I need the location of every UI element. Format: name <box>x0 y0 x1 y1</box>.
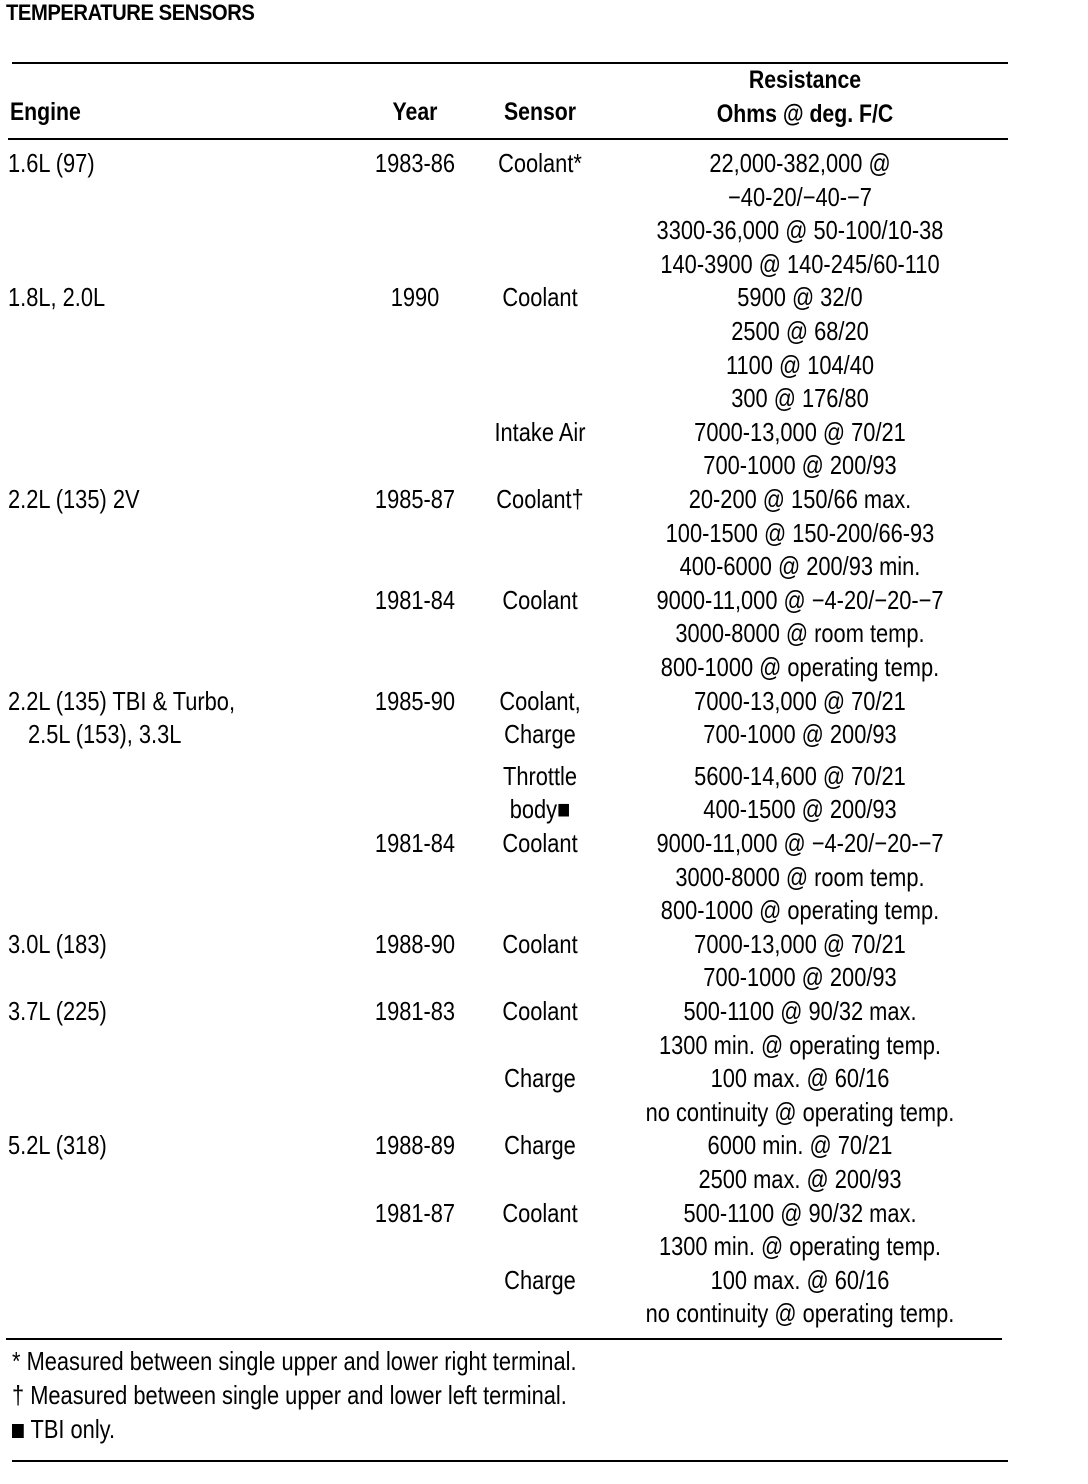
sensor-cell: Throttle <box>502 760 578 791</box>
engine-cell: 2.5L (153), 3.3L <box>28 719 182 750</box>
year-cell: 1990 <box>390 282 440 313</box>
resistance-cell: 100 max. @ 60/16 <box>710 1063 890 1094</box>
header-year: Year <box>392 98 438 126</box>
resistance-cell: 20-200 @ 150/66 max. <box>688 484 912 514</box>
year-cell: 1981-87 <box>374 1197 456 1228</box>
year-cell: 1983-86 <box>374 148 456 178</box>
sensor-cell: Coolant† <box>496 484 584 514</box>
resistance-cell: 800-1000 @ operating temp. <box>660 895 940 926</box>
resistance-cell: 3000-8000 @ room temp. <box>675 861 925 892</box>
sensor-cell: Coolant <box>502 282 578 313</box>
year-cell: 1988-89 <box>374 1130 456 1161</box>
resistance-cell: 300 @ 176/80 <box>731 383 869 414</box>
engine-cell: 1.6L (97) <box>8 148 95 178</box>
resistance-cell: 5600-14,600 @ 70/21 <box>694 760 906 791</box>
engine-cell: 1.8L, 2.0L <box>8 282 106 313</box>
footnote-star: * Measured between single upper and lower right terminal. <box>12 1346 577 1376</box>
header-resistance-2: Ohms @ deg. F/C <box>716 100 894 128</box>
resistance-cell: 9000-11,000 @ −4-20/−20-−7 <box>656 584 944 615</box>
sensor-cell: Intake Air <box>494 416 586 447</box>
engine-cell: 3.7L (225) <box>8 996 107 1026</box>
sensor-cell: Coolant* <box>498 148 582 178</box>
bottom-rule <box>12 1460 1008 1462</box>
resistance-cell: 140-3900 @ 140-245/60-110 <box>660 248 940 279</box>
engine-cell: 5.2L (318) <box>8 1130 107 1161</box>
resistance-cell: 500-1100 @ 90/32 max. <box>683 996 917 1026</box>
resistance-cell: 100-1500 @ 150-200/66-93 <box>665 517 935 548</box>
resistance-cell: 700-1000 @ 200/93 <box>703 719 897 750</box>
resistance-cell: 1100 @ 104/40 <box>725 349 875 380</box>
year-cell: 1981-83 <box>374 996 456 1026</box>
header-resistance-1: Resistance <box>748 66 862 94</box>
resistance-cell: 2500 max. @ 200/93 <box>698 1164 902 1194</box>
sensor-cell: Coolant, <box>499 685 581 716</box>
resistance-cell: 400-6000 @ 200/93 min. <box>679 551 921 582</box>
resistance-cell: 5900 @ 32/0 <box>737 282 863 313</box>
resistance-cell: 400-1500 @ 200/93 <box>703 794 897 825</box>
year-cell: 1985-87 <box>374 484 456 514</box>
sensor-cell: Charge <box>504 1264 576 1295</box>
resistance-cell: 3000-8000 @ room temp. <box>675 618 925 649</box>
resistance-cell: 2500 @ 68/20 <box>731 316 869 346</box>
resistance-cell: 6000 min. @ 70/21 <box>707 1130 893 1161</box>
resistance-cell: 7000-13,000 @ 70/21 <box>694 416 906 447</box>
year-cell: 1985-90 <box>374 685 456 716</box>
sensor-cell: Coolant <box>502 1197 578 1228</box>
resistance-cell: 700-1000 @ 200/93 <box>703 962 897 993</box>
footnote-square-text: TBI only. <box>30 1414 116 1444</box>
sensor-cell: Coolant <box>502 996 578 1026</box>
page-title: TEMPERATURE SENSORS <box>6 0 255 25</box>
square-bullet-icon <box>12 1424 24 1438</box>
header-engine: Engine <box>10 98 81 126</box>
resistance-cell: 500-1100 @ 90/32 max. <box>683 1197 917 1228</box>
year-cell: 1988-90 <box>374 928 456 959</box>
engine-cell: 2.2L (135) 2V <box>8 484 140 514</box>
footnote-square <box>12 1414 115 1445</box>
resistance-cell: 7000-13,000 @ 70/21 <box>694 685 906 716</box>
sensor-cell: Coolant <box>502 828 578 858</box>
resistance-cell: no continuity @ operating temp. <box>645 1298 955 1329</box>
sensor-cell: Charge <box>504 1130 576 1161</box>
resistance-cell: 100 max. @ 60/16 <box>710 1264 890 1295</box>
sensor-cell: Coolant <box>502 928 578 959</box>
sensor-cell: body■ <box>509 794 571 825</box>
resistance-cell: 22,000-382,000 @ <box>709 148 891 178</box>
resistance-cell: 700-1000 @ 200/93 <box>703 450 897 481</box>
resistance-cell: 1300 min. @ operating temp. <box>658 1231 941 1262</box>
engine-cell: 3.0L (183) <box>8 928 107 959</box>
footnote-rule <box>6 1338 1002 1340</box>
resistance-cell: 800-1000 @ operating temp. <box>660 652 940 682</box>
resistance-cell: 7000-13,000 @ 70/21 <box>694 928 906 959</box>
footnote-dagger: † Measured between single upper and lower left terminal. <box>12 1380 567 1410</box>
sensor-cell: Coolant <box>502 584 578 615</box>
engine-cell: 2.2L (135) TBI & Turbo, <box>8 685 236 716</box>
year-cell: 1981-84 <box>374 584 456 615</box>
year-cell: 1981-84 <box>374 828 456 858</box>
resistance-cell: no continuity @ operating temp. <box>645 1096 955 1127</box>
resistance-cell: −40-20/−40-−7 <box>728 181 872 212</box>
sensor-cell: Charge <box>504 1063 576 1094</box>
resistance-cell: 9000-11,000 @ −4-20/−20-−7 <box>656 828 944 858</box>
header-sensor: Sensor <box>503 98 577 126</box>
resistance-cell: 1300 min. @ operating temp. <box>658 1029 941 1060</box>
sensor-cell: Charge <box>504 719 576 750</box>
resistance-cell: 3300-36,000 @ 50-100/10-38 <box>656 215 944 246</box>
